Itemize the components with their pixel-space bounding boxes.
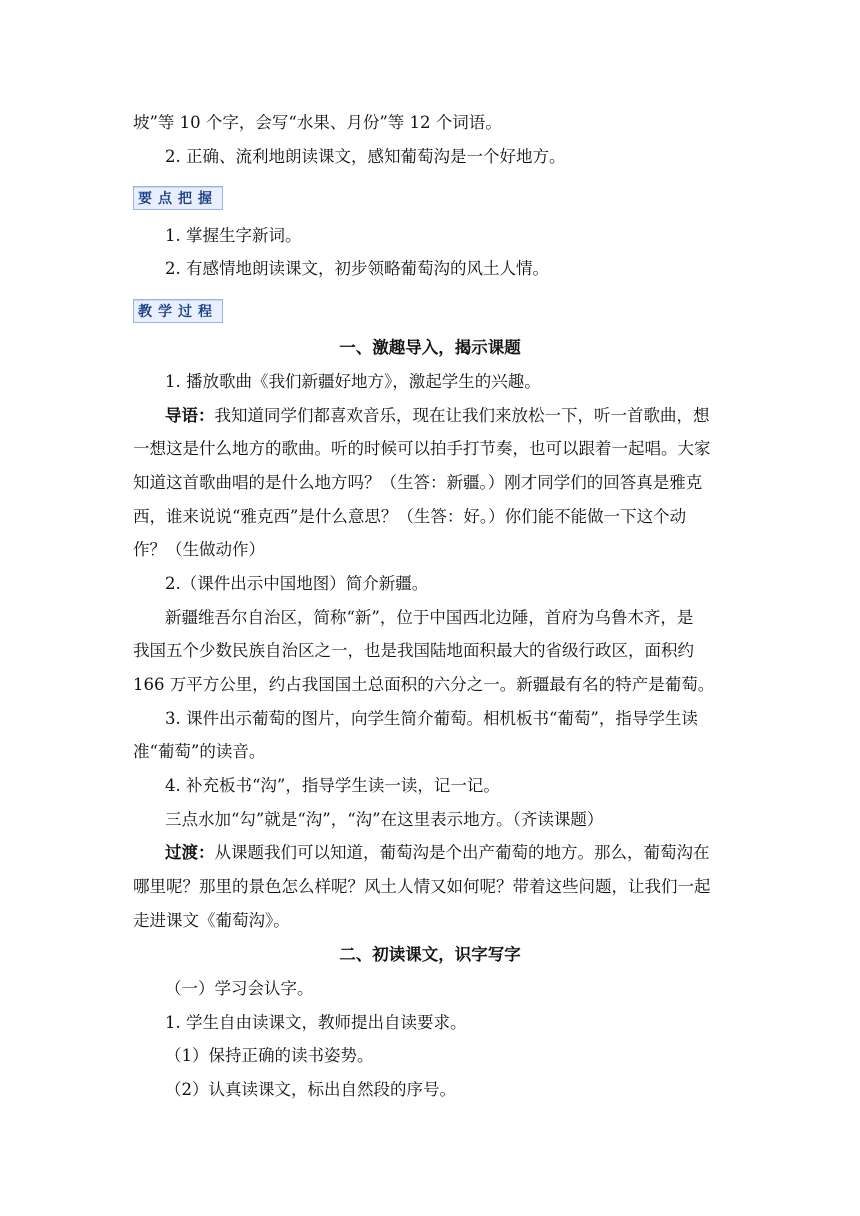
text-line: 准“葡萄”的读音。 [133, 742, 266, 761]
text-line-with-label [0, 843, 860, 863]
text-line: 166 万平方公里，约占我国国土总面积的六分之一。新疆最有名的特产是葡萄。 [133, 675, 715, 694]
text-line: （2）认真读课文，标出自然段的序号。 [165, 1080, 456, 1099]
section-badge-teaching-process: 教学过程 [133, 299, 223, 323]
text-span: 从课题我们可以知道，葡萄沟是个出产葡萄的地方。那么，葡萄沟在 [214, 843, 710, 862]
text-line: 1. 播放歌曲《我们新疆好地方》，激起学生的兴趣。 [165, 372, 541, 391]
text-line: 知道这首歌曲唱的是什么地方吗？（生答：新疆。）刚才同学们的回答真是雅克 [133, 473, 703, 492]
text-line: 走进课文《葡萄沟》。 [133, 911, 290, 930]
text-line: 1. 掌握生字新词。 [165, 226, 302, 245]
text-line: 我国五个少数民族自治区之一，也是我国陆地面积最大的省级行政区，面积约 [133, 641, 694, 660]
text-line: 3. 课件出示葡萄的图片，向学生简介葡萄。相机板书“葡萄”，指导学生读 [165, 709, 698, 728]
text-line: 4. 补充板书“沟”，指导学生读一读，记一记。 [165, 776, 500, 795]
text-line: 新疆维吾尔自治区，简称“新”，位于中国西北边陲，首府为乌鲁木齐，是 [165, 608, 694, 627]
label-guodu: 过渡： [165, 843, 215, 862]
text-line: 1. 学生自由读课文，教师提出自读要求。 [165, 1013, 467, 1032]
text-line: 2. 正确、流利地朗读课文，感知葡萄沟是一个好地方。 [165, 147, 566, 166]
text-line: 作？（生做动作） [133, 540, 265, 559]
text-line: 一想这是什么地方的歌曲。听的时候可以拍手打节奏，也可以跟着一起唱。大家 [133, 439, 711, 458]
text-line-with-label [0, 406, 860, 426]
text-line: 2. 有感情地朗读课文，初步领略葡萄沟的风土人情。 [165, 259, 549, 278]
text-line: 2.（课件出示中国地图）简介新疆。 [165, 574, 429, 593]
text-line: 哪里呢？那里的景色怎么样呢？风土人情又如何呢？带着这些问题，让我们一起 [133, 877, 711, 896]
text-line: （1）保持正确的读书姿势。 [165, 1046, 374, 1065]
text-line: （一）学习会认字。 [165, 979, 314, 998]
section-heading: 一、激趣导入，揭示课题 [339, 338, 521, 357]
text-line: 三点水加“勾”就是“沟”，“沟”在这里表示地方。（齐读课题） [165, 810, 604, 829]
label-daoyu: 导语： [165, 406, 215, 425]
text-span: 我知道同学们都喜欢音乐，现在让我们来放松一下，听一首歌曲，想 [214, 406, 710, 425]
section-badge-key-points: 要点把握 [133, 186, 223, 210]
text-line: 西，谁来说说“雅克西”是什么意思？（生答：好。）你们能不能做一下这个动 [133, 507, 687, 526]
section-heading: 二、初读课文，识字写字 [339, 945, 521, 964]
text-line: 坡”等 10 个字，会写“水果、月份”等 12 个词语。 [133, 113, 502, 132]
